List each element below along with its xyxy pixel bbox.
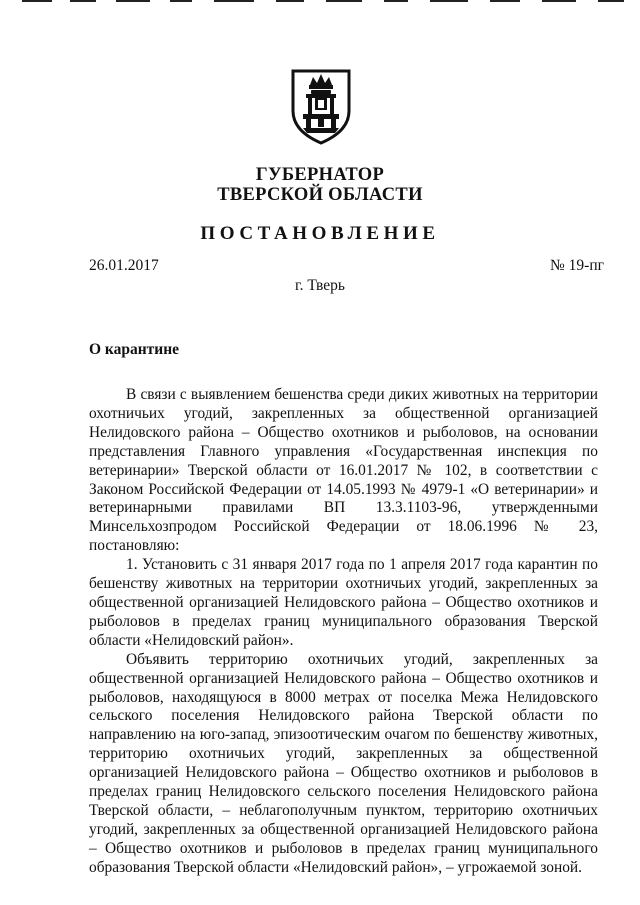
scan-top-edge <box>0 0 640 3</box>
document-subject: О карантине <box>89 341 180 358</box>
body-paragraph-declaration: Объявить территорию охотничьих угодий, закрепленных за общественной организацией Нелидовского района – Общество охотников и рыболовов, находящуюся в 8000 метрах от поселка Межа Нелидовского сельского поселения Нелидовского района Тверской области по направлению на юго-запад, эпизоотическим очагом по бешенству животных, территорию охотничьих угодий, закрепленных за общественной организацией Нелидовского района – Общество охотников и рыболовов в пределах границ Нелидовского сельского поселения Нелидовского района Тверской области, – неблагополучным пунктом, территорию охотничьих угодий, закрепленных за общественной организацией Нелидовского района – Общество охотников и рыболовов в пределах границ муниципального образования Тверской области «Нелидовский район», – угрожаемой зоной. <box>89 650 598 876</box>
document-body <box>89 386 598 878</box>
document-type-heading: ПОСТАНОВЛЕНИЕ <box>200 223 440 244</box>
body-paragraph-item-1: 1. Установить с 31 января 2017 года по 1 апреля 2017 года карантин по бешенству животных на территории охотничьих угодий, закрепленных за общественной организацией Нелидовского района – Общество охотников и рыболовов в пределах границ муниципального образования Тверской области «Нелидовский район». <box>89 556 598 649</box>
issuer-title-line-2: ТВЕРСКОЙ ОБЛАСТИ <box>217 185 423 205</box>
document-date: 26.01.2017 <box>89 257 159 274</box>
body-paragraph-preamble: В связи с выявлением бешенства среди диких животных на территории охотничьих угодий, закрепленных за общественной организацией Нелидовского района – Общество охотников и рыболовов, на основании представления Главного управления «Государственная инспекция по ветеринарии» Тверской области от 16.01.2017 № 102, в соответствии с Законом Российской Федерации от 14.05.1993 № 4979-1 «О ветеринарии» и ветеринарными правилами ВП 13.3.1103-96, утвержденными Минсельхозпродом Российской Федерации от 18.06.1996 № 23, постановляю: <box>89 386 598 555</box>
coat-of-arms-icon <box>289 65 353 145</box>
document-number: № 19-пг <box>550 257 604 274</box>
document-city: г. Тверь <box>295 277 345 294</box>
issuer-title-line-1: ГУБЕРНАТОР <box>255 165 385 185</box>
